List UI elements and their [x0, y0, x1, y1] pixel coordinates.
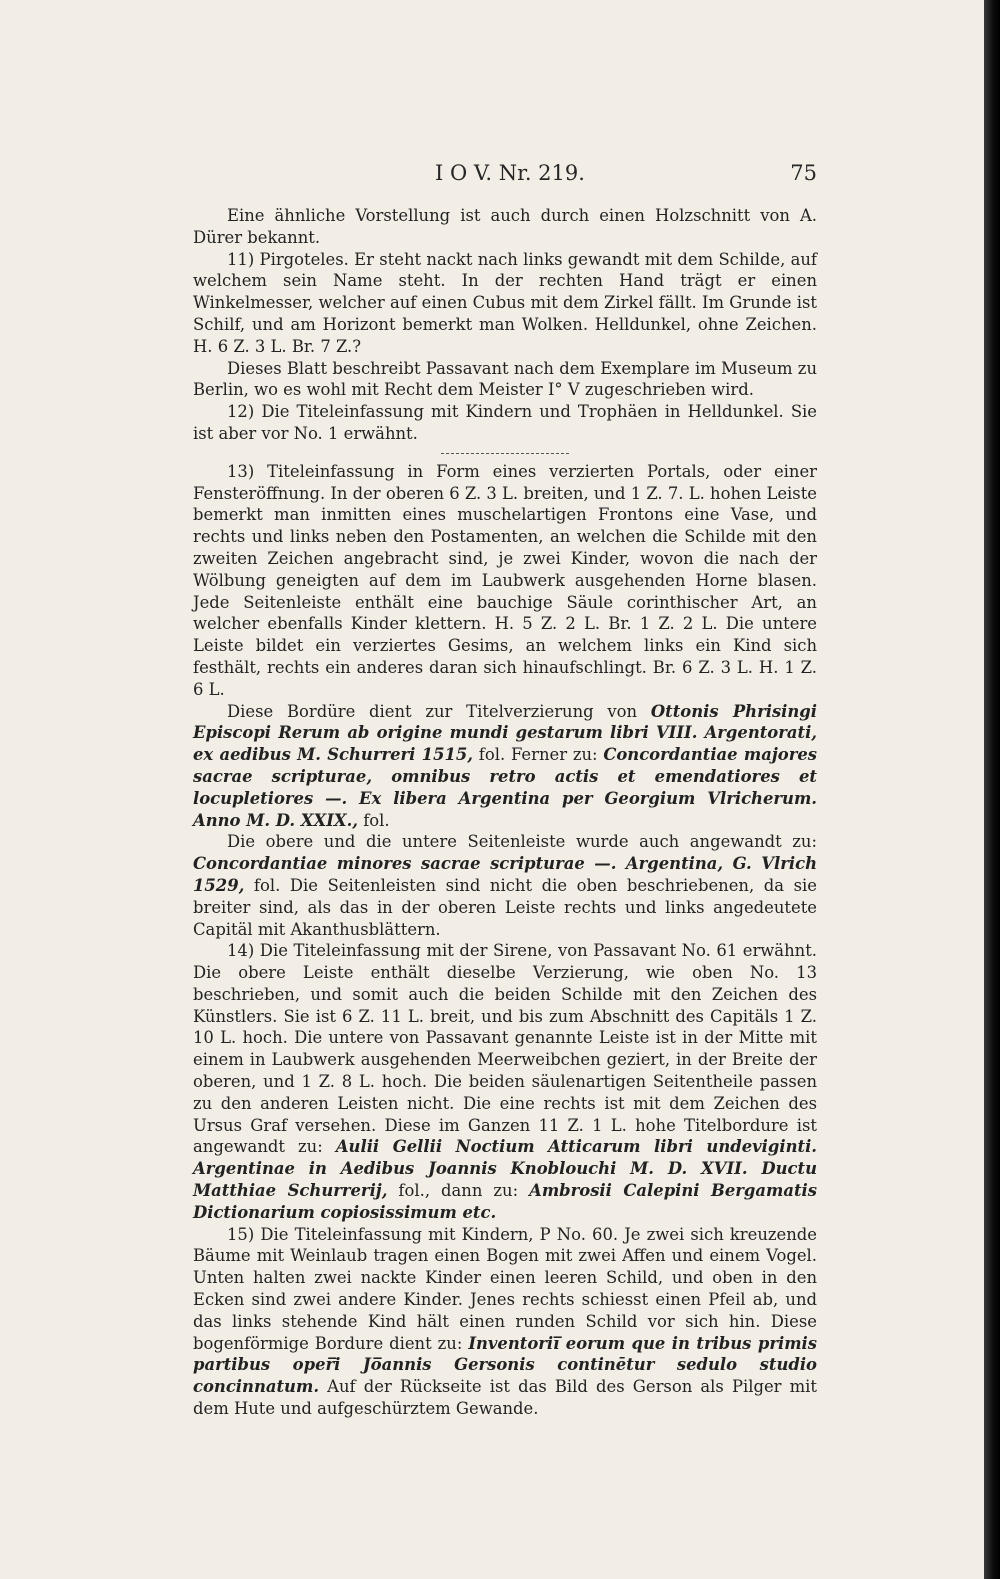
running-head: I O V. Nr. 219. — [435, 161, 585, 185]
text-segment: fol. Die Seitenleisten sind nicht die oben beschriebenen, da sie breiter sind, als das in der oberen Leiste rechts und links angedeutete Capitäl mit Akanthusblättern. — [193, 875, 817, 939]
text-segment: 14) Die Titeleinfassung mit der Sirene, von Passavant No. 61 erwähnt. Die obere Leiste enthält dieselbe Verzierung, wie oben No. 13 beschrieben, und somit auch die beiden Schilde mit den Zeichen des Künstlers. Sie ist 6 Z. 11 L. breit, und bis zum Abschnitt des Capitäls 1 Z. 10 L. hoch. Die untere von Passavant genannte Leiste ist in der Mitte mit einem in Laubwerk ausgehenden Meerweibchen geziert, in der Breite der oberen, und 1 Z. 8 L. hoch. Die beiden säulenartigen Seitentheile passen zu den anderen Leisten nicht. Die eine rechts ist mit dem Zeichen des Ursus Graf versehen. Diese im Ganzen 11 Z. 1 L. hohe Titelbordure ist angewandt zu: — [193, 941, 817, 1157]
paragraph-passavant-note: Dieses Blatt beschreibt Passavant nach dem Exemplare im Museum zu Berlin, wo es wohl mit Recht dem Meister I° V zugeschrieben wird. — [193, 358, 817, 400]
paragraph-14 — [193, 940, 817, 1223]
paragraph-1: Eine ähnliche Vorstellung ist auch durch einen Holzschnitt von A. Dürer bekannt. — [193, 206, 817, 247]
text-segment: fol., dann zu: — [387, 1181, 530, 1201]
book-title: Inventorii̅ eorum que in tribus primis partibus oper̅i Jo̅annis Gersonis continētur sedulo studio concinnatum. — [193, 1333, 817, 1397]
paragraph-12: 12) Die Titeleinfassung mit Kindern und Trophäen in Helldunkel. Sie ist aber vor No. 1 erwähnt. — [193, 402, 817, 443]
paragraph-side-borders — [193, 831, 817, 940]
book-title: Ottonis Phrisingi Episcopi Rerum ab origine mundi gestarum libri VIII. Argentorati, ex aedibus M. Schurreri 1515, — [193, 701, 817, 765]
book-title: Concordantiae majores sacrae scripturae, omnibus retro actis et emendatiores et locupletiores —. Ex libera Argentina per Georgium Vlricherum. Anno M. D. XXIX., — [193, 745, 817, 830]
text-segment: Diese Bordüre dient zur Titelverzierung von — [227, 701, 651, 721]
page-number: 75 — [790, 161, 817, 185]
book-title: Concordantiae minores sacrae scripturae —. Argentina, G. Vlrich 1529, — [193, 854, 817, 895]
text-segment: Auf der Rückseite ist das Bild des Gerson als Pilger mit dem Hute und aufgeschürztem Gewande. — [193, 1377, 817, 1419]
paragraph-11-pirgoteles: 11) Pirgoteles. Er steht nackt nach links gewandt mit dem Schilde, auf welchem sein Name steht. In der rechten Hand trägt er einen Winkelmesser, welcher auf einen Cubus mit dem Zirkel fällt. Im Grunde ist Schilf, und am Horizont bemerkt man Wolken. Helldunkel, ohne Zeichen. H. 6 Z. 3 L. Br. 7 Z.? — [193, 249, 817, 356]
text-segment: Die obere und die untere Seitenleiste wurde auch angewandt zu: — [227, 832, 817, 852]
section-divider — [441, 453, 569, 454]
paragraph-15 — [193, 1224, 817, 1420]
text-segment: 15) Die Titeleinfassung mit Kindern, P No. 60. Je zwei sich kreuzende Bäume mit Weinlaub tragen einen Bogen mit zwei Affen und einem Vogel. Unten halten zwei nackte Kinder einen leeren Schild, und oben in den Ecken sind zwei andere Kinder. Jenes rechts schiesst einen Pfeil ab, und das links stehende Kind hält einen runden Schild vor sich hin. Diese bogenförmige Bordure dient zu: — [193, 1224, 817, 1353]
text-segment: fol. — [358, 810, 390, 830]
text-segment: fol. Ferner zu: — [473, 745, 604, 765]
book-title: Aulii Gellii Noctium Atticarum libri undeviginti. Argentinae in Aedibus Joannis Knoblouchi M. D. XVII. Ductu Matthiae Schurrerij, — [193, 1137, 817, 1201]
page-body — [193, 205, 817, 1420]
page-edge-shadow — [984, 0, 1000, 1579]
page-header — [193, 161, 817, 191]
paragraph-bordure-usage — [193, 701, 817, 832]
book-title: Ambrosii Calepini Bergamatis Dictionarium copiosissimum etc. — [193, 1181, 817, 1222]
paragraph-13: 13) Titeleinfassung in Form eines verzierten Portals, oder einer Fensteröffnung. In der oberen 6 Z. 3 L. breiten, und 1 Z. 7. L. hohen Leiste bemerkt man inmitten eines muschelartigen Frontons eine Vase, und rechts und links neben den Postamenten, an welchen die Schilde mit den zweiten Zeichen angebracht sind, je zwei Kinder, wovon die nach der Wölbung geneigten auf dem im Laubwerk ausgehenden Horne blasen. Jede Seitenleiste enthält eine bauchige Säule corinthischer Art, an welcher ebenfalls Kinder klettern. H. 5 Z. 2 L. Br. 1 Z. 2 L. Die untere Leiste bildet ein verziertes Gesims, an welchem links ein Kind sich festhält, rechts ein anderes daran sich hinaufschlingt. Br. 6 Z. 3 L. H. 1 Z. 6 L. — [193, 461, 817, 699]
